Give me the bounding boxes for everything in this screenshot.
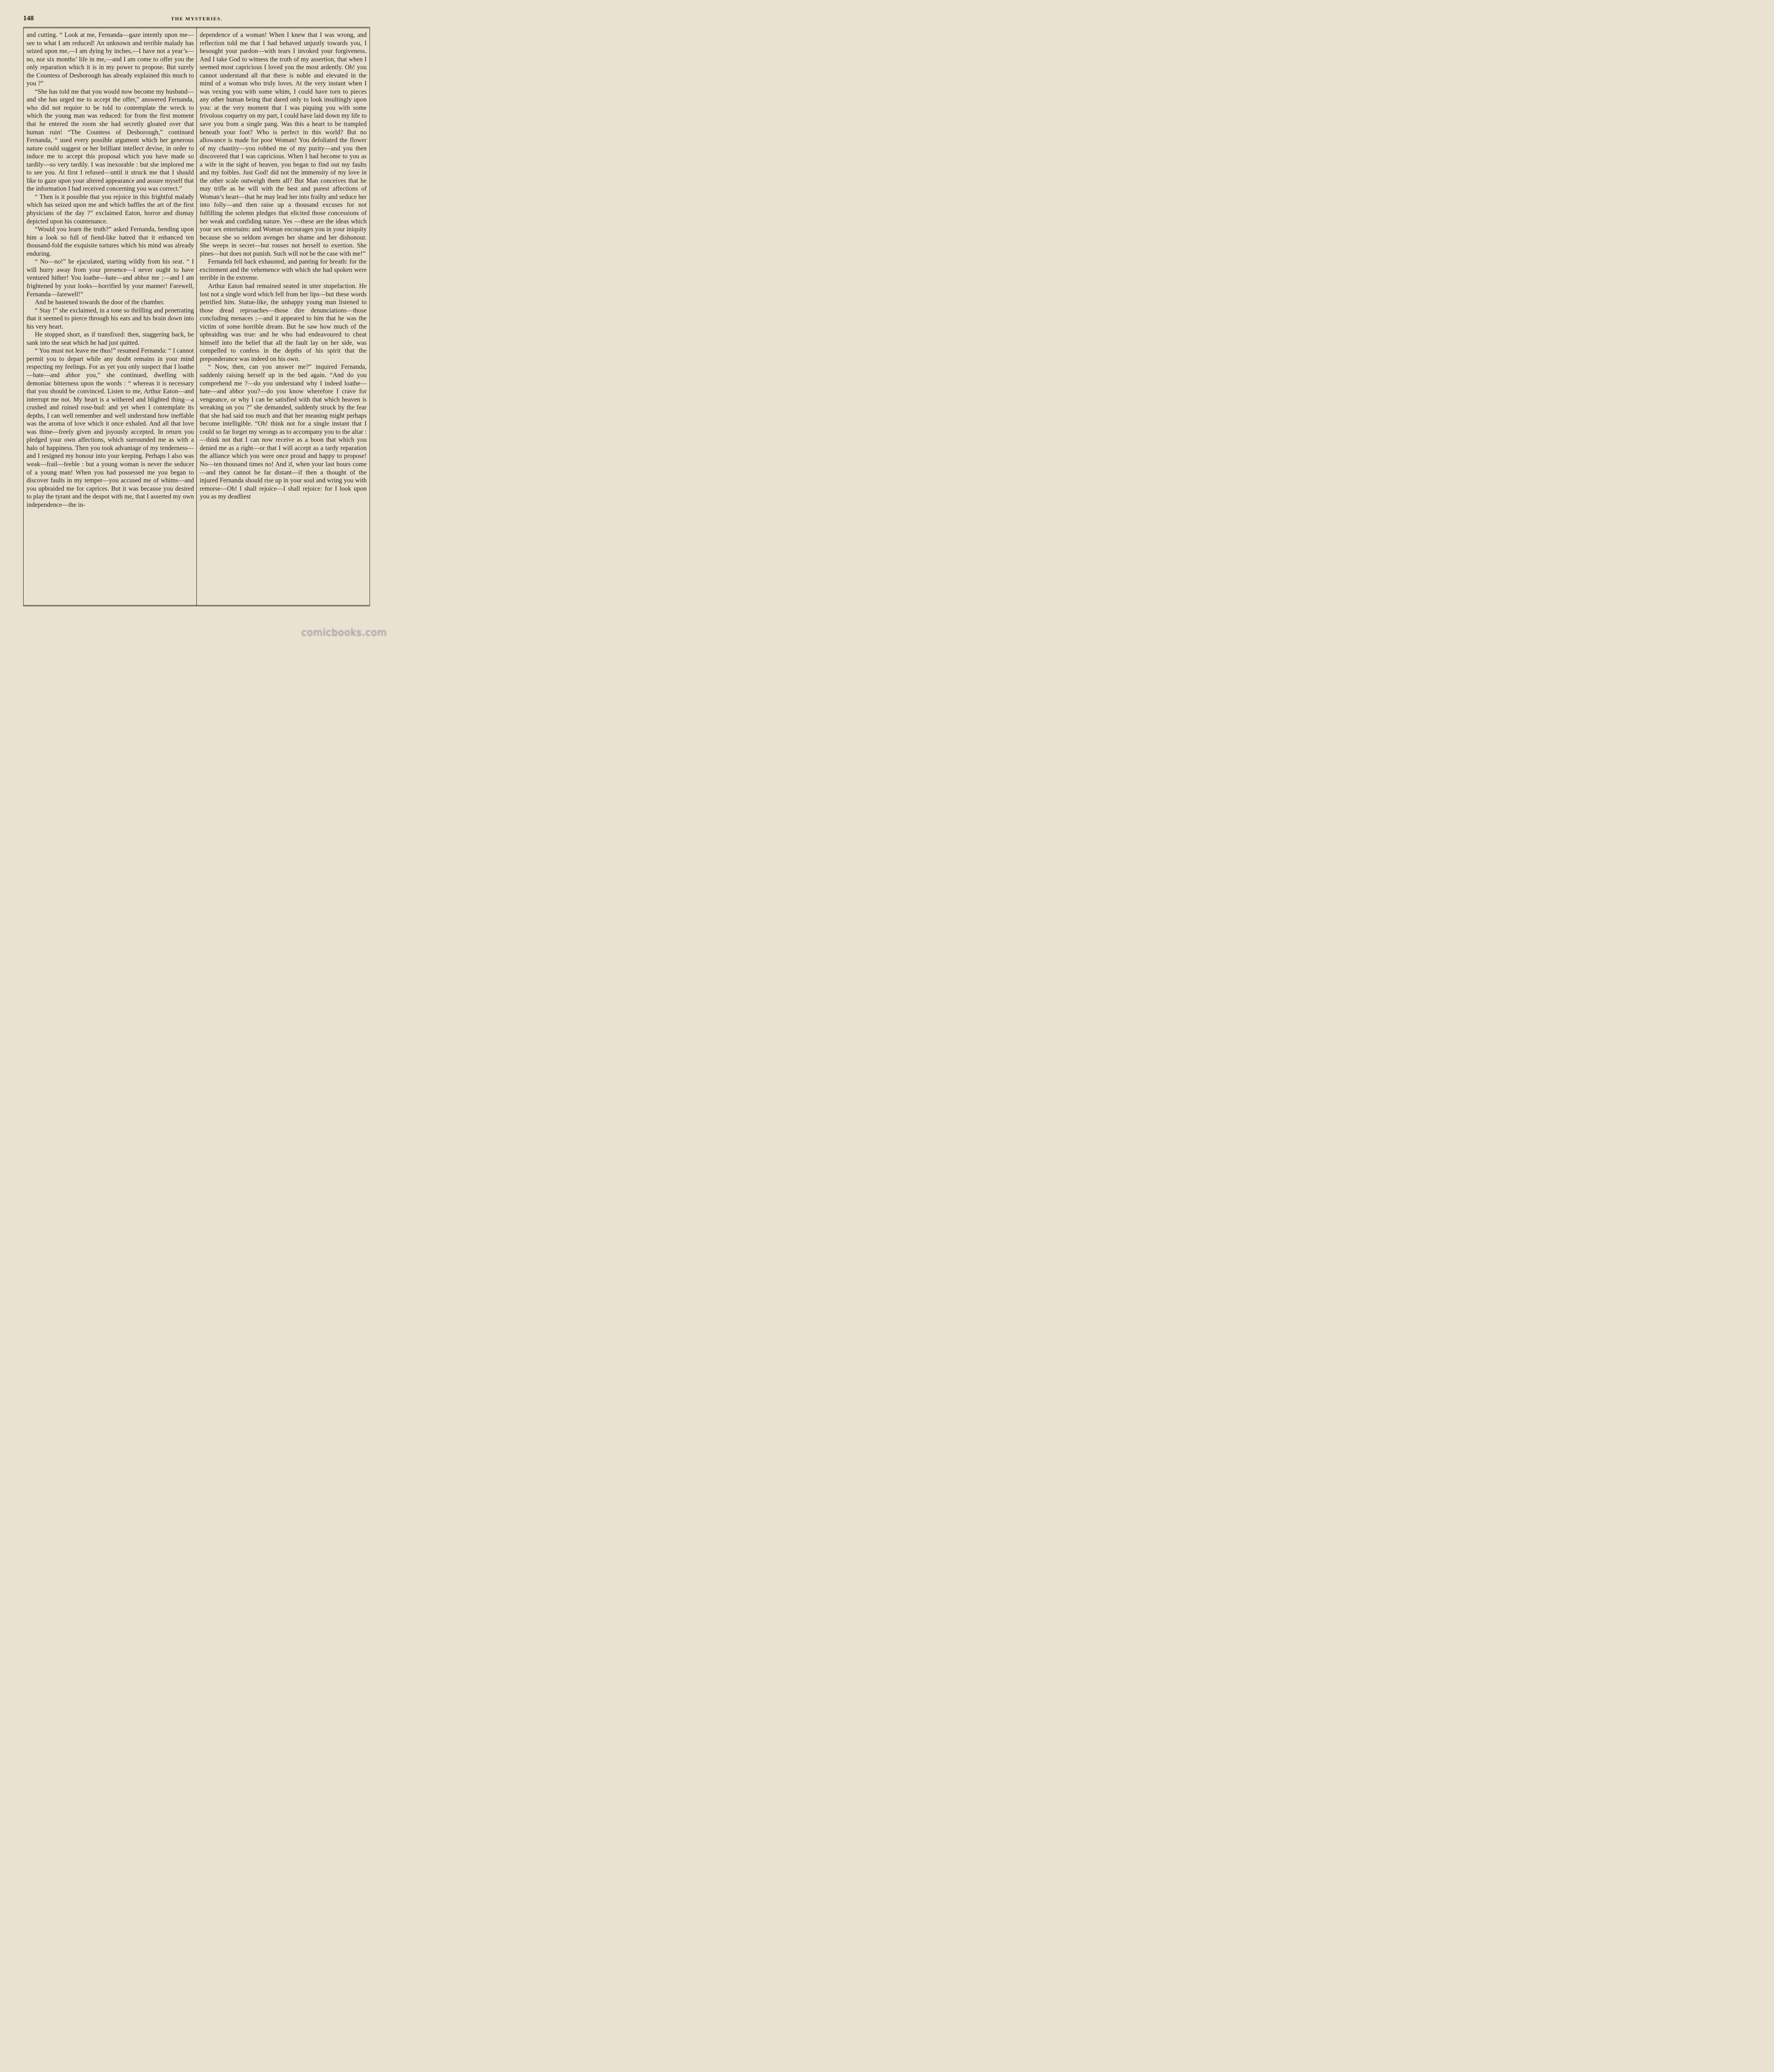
paragraph: and cutting. “ Look at me, Fernanda—gaze intently upon me—see to what I am reduced! An unknown and terrible malady has seized upon me,—I am dying by inches,—I have not a year’s—no, nor six months’ life in me,—and I am come to offer you the only reparation which it is in my power to propose. But surely the Countess of Desborough has already explained this much to you ?” [27, 31, 194, 87]
page-header [23, 11, 370, 26]
column-divider [196, 27, 197, 606]
paragraph: “She has told me that you would now become my husband—and she has urged me to accept the offer,” answered Fernanda, who did not require to be told to contemplate the wreck to which the young man was reduced: for from the first moment that he entered the room she had secretly gloated over that human ruin! “The Countess of Desborough,” continued Fernanda, “ used every possible argument which her generous nature could suggest or her brilliant intellect devise, in order to induce me to accept this proposal which you have made so tardily—so very tardily. I was inexorable : but she implored me to see you. At first I refused—until it struck me that I should like to gaze upon your altered appearance and assure myself that the information I had received concerning you was correct.” [27, 88, 194, 193]
paragraph: “ You must not leave me thus!” resumed Fernanda: “ I cannot permit you to depart while any doubt remains in your mind respecting my feelings. For as yet you only suspect that I loathe—hate—and abhor you,” she continued, dwelling with demoniac bitterness upon the words : “ whereas it is necessary that you should be convinced. Listen to me, Arthur Eaton—and interrupt me not. My heart is a withered and blighted thing—a crushed and ruined rose-bud: and yet when I contemplate its depths, I can well remember and well understand how ineffable was the aroma of love which it once exhaled. And all that love was thine—freely given and joyously accepted. In return you pledged your own affections, which surrounded me as with a halo of happiness. Then you took advantage of my tenderness—and I resigned my honour into your keeping. Perhaps I also was weak—frail—feeble : but a young woman is never the seducer of a young man! When you had possessed me you began to discover faults in my temper—you accused me of whims—and you upbraided me for caprices. But it was because you desired to play the tyrant and the despot with me, that I asserted my own independence—the in- [27, 347, 194, 508]
paragraph: Fernanda fell back exhausted, and panting for breath: for the excitement and the vehemence with which she had spoken were terrible in the extreme. [200, 258, 367, 282]
paragraph: “Would you learn the truth?” asked Fernanda, bending upon him a look so full of fiend-like hatred that it enhanced ten thousand-fold the exquisite tortures which his mind was already enduring. [27, 226, 194, 257]
watermark: comicbooks.com [301, 627, 387, 638]
running-title: THE MYSTERIES. [171, 16, 223, 22]
paragraph: “ Stay !” she exclaimed, in a tone so thrilling and penetrating that it seemed to pierce through his ears and his brain down into his very heart. [27, 307, 194, 330]
paragraph: He stopped short, as if transfixed: then, staggering back, he sank into the seat which he had just quitted. [27, 331, 194, 346]
paragraph: dependence of a woman! When I knew that I was wrong, and reflection told me that I had behaved unjustly towards you, I besought your pardon—with tears I invoked your forgiveness. And I take God to witness the truth of my assertion, that when I seemed most capricious I loved you the most ardently. Oh! you cannot understand all that there is noble and elevated in the mind of a woman who truly loves. At the very instant when I was vexing you with some whim, I could have torn to pieces any other human being that dared only to look insultingly upon you: at the very moment that I was piquing you with some frivolous coquetry on my part, I could have laid down my life to save you from a single pang. Was this a heart to be trampled beneath your foot? Who is perfect in this world? But no allowance is made for poor Woman! You defoliated the flower of my chastity—you robbed me of my purity—and you then discovered that I was capricious. When I had become to you as a wife in the sight of heaven, you began to find out my faults and my foibles. Just God! did not the immensity of my love in the other scale outweigh them all? But Man conceives that he may trifle as he will with the best and purest affections of Woman’s heart—that he may lead her into frailty and seduce her into folly—and then raise up a thousand excuses for not fulfilling the solemn pledges that elicited those concessions of her weak and confiding nature. Yes —these are the ideas which your sex entertains: and Woman encourages you in your iniquity because she so seldom avenges her shame and her dishonour. She weeps in secret—but rouses not herself to exertion. She pines—but does not punish. Such will not be the case with me!” [200, 31, 367, 257]
paragraph: And he hastened towards the door of the chamber. [35, 299, 165, 306]
right-column [200, 31, 367, 601]
page-number: 148 [23, 14, 34, 22]
left-column [27, 31, 194, 601]
document-page [0, 0, 396, 650]
paragraph: “ Now, then, can you answer me?” inquired Fernanda, suddenly raising herself up in the bed again. “And do you comprehend me ?—do you understand why I indeed loathe—hate—and abhor you?—do you know wherefore I crave for vengeance, or why I can be satisfied with that which heaven is wreaking on you ?” she demanded, suddenly struck by the fear that she had said too much and that her meaning might perhaps become intelligible. “Oh! think not for a single instant that I could so far forget my wrongs as to accompany you to the altar :—think not that I can now receive as a boon that which you denied me as a right—or that I will accept as a tardy reparation the alliance which you were once proud and happy to propose! No—ten thousand times no! And if, when your last hours come—and they cannot be far distant—if then a thought of the injured Fernanda should rise up in your soul and wring you with remorse—Oh! I shall rejoice—I shall rejoice: for I look upon you as my deadliest [200, 363, 367, 501]
paragraph: Arthur Eaton had remained seated in utter stupefaction. He lost not a single word which fell from her lips—but these words petrified him. Statue-like, the unhappy young man listened to those dread reproaches—those dire denunciations—those concluding menaces ;—and it appeared to him that he was the victim of some horrible dream. But he saw how much of the upbraiding was true: and he who had endeavoured to cheat himself into the belief that all the fault lay on her side, was compelled to confess in the depths of his spirit that the preponderance was indeed on his own. [200, 282, 367, 363]
paragraph: “ Then is it possible that you rejoice in this frightful malady which has seized upon me and which baffles the art of the first physicians of the day ?” exclaimed Eaton, horror and dismay depicted upon his countenance. [27, 193, 194, 225]
paragraph: “ No—no!” he ejaculated, starting wildly from his seat. “ I will hurry away from your presence—I never ought to have ventured hither! You loathe—hate—and abhor me ;—and I am frightened by your looks—horrified by your manner! Farewell, Fernanda—farewell!” [27, 258, 194, 298]
